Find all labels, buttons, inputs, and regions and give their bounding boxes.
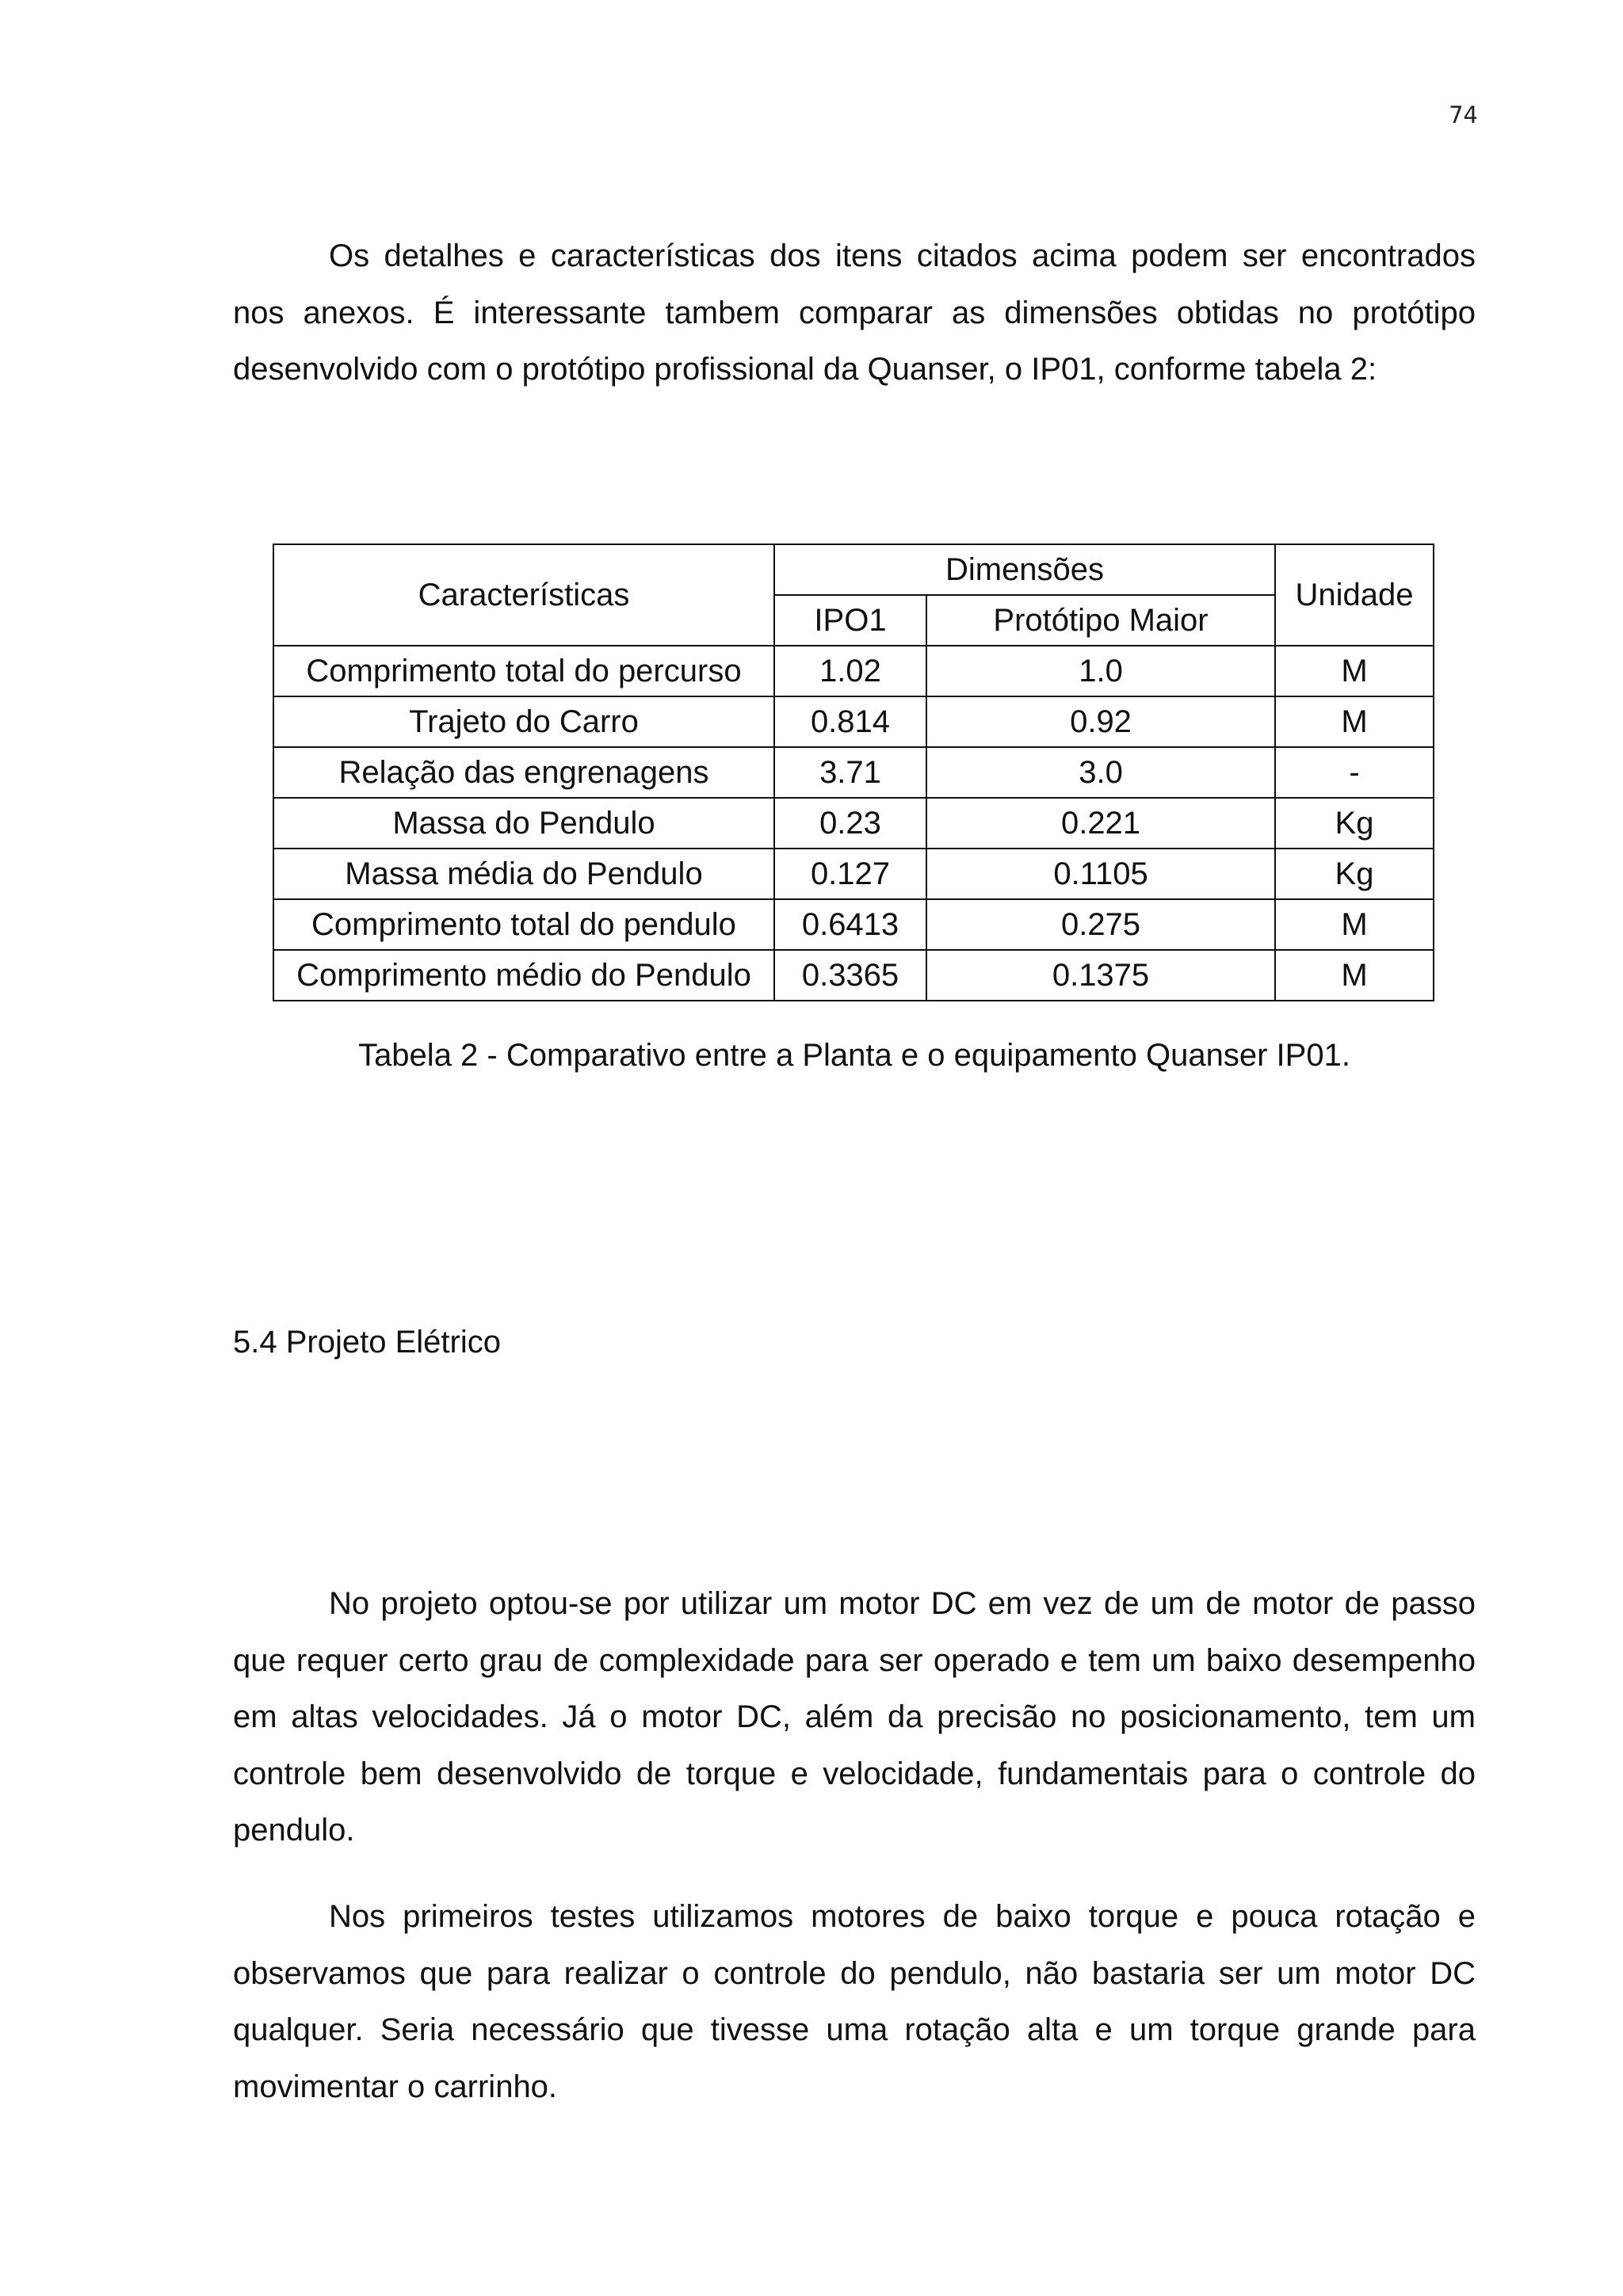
table-row: [273, 950, 1434, 1001]
header-unidade: Unidade: [1275, 544, 1434, 646]
paragraph-motor-text: No projeto optou-se por utilizar um motor DC em vez de um de motor de passo que requer certo grau de complexidade para ser operado e tem um baixo desempenho em altas velocidades. Já o motor DC, além da precisão no posicionamento, tem um controle bem desenvolvido de torque e velocidade, fundamentais para o controle do pendulo.: [233, 1586, 1476, 1848]
row-prototipo-value: 3.0: [926, 747, 1275, 798]
row-unit: Kg: [1275, 798, 1434, 849]
row-label: Comprimento médio do Pendulo: [273, 950, 774, 1001]
table-header-row: [273, 544, 1434, 595]
row-unit: M: [1275, 646, 1434, 696]
table-row: [273, 849, 1434, 899]
row-ipo1-value: 0.6413: [774, 899, 926, 950]
row-unit: M: [1275, 899, 1434, 950]
comparison-table-container: [273, 543, 1433, 1001]
table-row: [273, 646, 1434, 696]
row-unit: M: [1275, 696, 1434, 747]
row-ipo1-value: 0.814: [774, 696, 926, 747]
paragraph-motor: [233, 1576, 1476, 1859]
paragraph-intro: [233, 228, 1476, 399]
header-prototipo: Protótipo Maior: [926, 595, 1275, 646]
row-ipo1-value: 0.127: [774, 849, 926, 899]
table-row: [273, 798, 1434, 849]
row-prototipo-value: 0.92: [926, 696, 1275, 747]
row-ipo1-value: 1.02: [774, 646, 926, 696]
header-caracteristicas: Características: [273, 544, 774, 646]
header-dimensoes: Dimensões: [774, 544, 1275, 595]
table-row: [273, 747, 1434, 798]
row-prototipo-value: 0.275: [926, 899, 1275, 950]
row-prototipo-value: 0.1105: [926, 849, 1275, 899]
row-ipo1-value: 3.71: [774, 747, 926, 798]
row-prototipo-value: 0.1375: [926, 950, 1275, 1001]
row-unit: M: [1275, 950, 1434, 1001]
row-label: Massa média do Pendulo: [273, 849, 774, 899]
page-number: 74: [1449, 101, 1478, 128]
row-ipo1-value: 0.3365: [774, 950, 926, 1001]
row-prototipo-value: 0.221: [926, 798, 1275, 849]
row-unit: Kg: [1275, 849, 1434, 899]
section-title: 5.4 Projeto Elétrico: [233, 1325, 501, 1360]
row-label: Comprimento total do percurso: [273, 646, 774, 696]
paragraph-intro-text: Os detalhes e características dos itens citados acima podem ser encontrados nos anexos. É interessante tambem comparar as dimensões obtidas no protótipo desenvolvido com o protótipo profissional da Quanser, o IP01, conforme tabela 2:: [233, 238, 1476, 387]
comparison-table: [273, 543, 1434, 1001]
table-caption: Tabela 2 - Comparativo entre a Planta e o equipamento Quanser IP01.: [358, 1038, 1350, 1073]
row-label: Relação das engrenagens: [273, 747, 774, 798]
table-row: [273, 899, 1434, 950]
row-ipo1-value: 0.23: [774, 798, 926, 849]
header-ipo1: IPO1: [774, 595, 926, 646]
table-row: [273, 696, 1434, 747]
row-label: Massa do Pendulo: [273, 798, 774, 849]
paragraph-tests: [233, 1889, 1476, 2115]
row-label: Comprimento total do pendulo: [273, 899, 774, 950]
row-label: Trajeto do Carro: [273, 696, 774, 747]
paragraph-tests-text: Nos primeiros testes utilizamos motores de baixo torque e pouca rotação e observamos que para realizar o controle do pendulo, não bastaria ser um motor DC qualquer. Seria necessário que tivesse uma rotação alta e um torque grande para movimentar o carrinho.: [233, 1899, 1476, 2104]
row-prototipo-value: 1.0: [926, 646, 1275, 696]
row-unit: -: [1275, 747, 1434, 798]
